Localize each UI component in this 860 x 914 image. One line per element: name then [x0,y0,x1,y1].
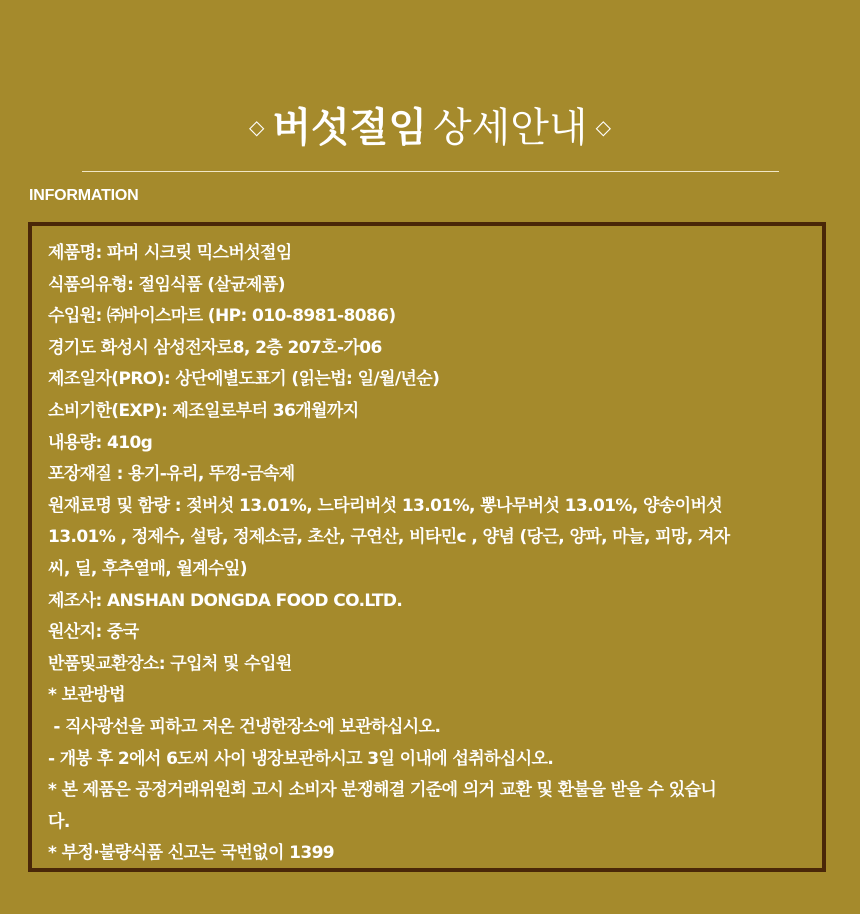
info-origin: 원산지: 중국 [48,622,139,643]
info-ingredients-3: 씨, 딜, 후추열매, 월계수잎) [48,558,247,579]
information-box [28,222,826,872]
info-expiry: 소비기한(EXP): 제조일로부터 36개월까지 [48,400,359,421]
section-label: INFORMATION [29,187,139,204]
info-storage-note-2: - 개봉 후 2에서 6도씨 사이 냉장보관하시고 3일 이내에 섭취하십시오. [48,748,554,769]
title-divider [82,171,779,172]
info-packaging: 포장재질 : 용기-유리, 뚜껑-금속제 [48,464,295,485]
info-product-name: 제품명: 파머 시크릿 믹스버섯절임 [48,243,292,263]
title-product-name: 버섯절임 [272,105,427,151]
info-refund-notice-2: 다. [48,811,70,832]
info-report-hotline: * 부정·불량식품 신고는 국번없이 1399 [48,843,335,864]
info-return-place: 반품및교환장소: 구입처 및 수입원 [48,653,292,674]
title-detail-guide: 상세안내 [433,105,588,151]
info-ingredients-2: 13.01% , 정제수, 설탕, 정제소금, 초산, 구연산, 비타민c , 양념 (당근, 양파, 마늘, 피망, 겨자 [48,527,730,548]
diamond-right-icon: ◇ [595,115,611,139]
page-title [0,100,860,158]
info-ingredients-1: 원재료명 및 함량 : 젖버섯 13.01%, 느타리버섯 13.01%, 뽕나무버섯 13.01%, 양송이버섯 [48,495,723,516]
diamond-left-icon: ◇ [249,115,265,139]
info-refund-notice-1: * 본 제품은 공정거래위원회 고시 소비자 분쟁해결 기준에 의거 교환 및 환불을 받을 수 있습니 [48,780,717,801]
info-storage-heading: * 보관방법 [48,685,125,706]
info-production-date: 제조일자(PRO): 상단에별도표기 (읽는법: 일/월/년순) [48,369,440,390]
info-storage-note-1: - 직사광선을 피하고 저온 건냉한장소에 보관하십시오. [48,716,441,737]
info-net-content: 내용량: 410g [48,432,153,453]
info-address: 경기도 화성시 삼성전자로8, 2층 207호-가06 [48,337,382,358]
information-text [48,238,818,870]
info-food-type: 식품의유형: 절임식품 (살균제품) [48,274,285,295]
info-manufacturer: 제조사: ANSHAN DONGDA FOOD CO.LTD. [48,590,403,611]
info-importer: 수입원: ㈜바이스마트 (HP: 010-8981-8086) [48,306,396,327]
